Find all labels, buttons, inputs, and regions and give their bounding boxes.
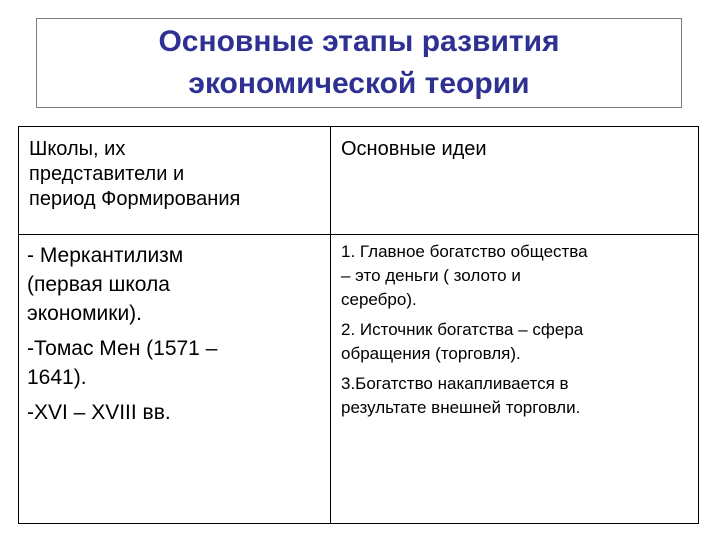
idea-line: 1. Главное богатство общества bbox=[341, 242, 588, 261]
school-line: -Томас Мен (1571 – bbox=[27, 337, 218, 360]
school-line: -XVI – XVIII вв. bbox=[27, 401, 171, 424]
header-main-ideas-line: Основные идеи bbox=[341, 138, 487, 160]
table-row bbox=[19, 235, 699, 524]
school-line: экономики). bbox=[27, 302, 143, 325]
header-main-ideas bbox=[331, 127, 699, 235]
title-line-1: Основные этапы развития bbox=[158, 25, 560, 58]
economic-theory-table bbox=[18, 126, 699, 524]
header-schools bbox=[19, 127, 331, 235]
idea-item bbox=[341, 318, 692, 366]
school-line: (первая школа bbox=[27, 273, 170, 296]
header-schools-line: Школы, их bbox=[29, 138, 126, 160]
table-header-row bbox=[19, 127, 699, 235]
idea-item bbox=[341, 372, 692, 420]
header-schools-line: представители и bbox=[29, 163, 185, 185]
school-representative bbox=[27, 334, 324, 392]
idea-line: результате внешней торговли. bbox=[341, 398, 581, 417]
ideas-cell bbox=[331, 235, 699, 524]
school-period bbox=[27, 398, 324, 427]
school-name bbox=[27, 241, 324, 328]
idea-line: 3.Богатство накапливается в bbox=[341, 374, 569, 393]
idea-line: 2. Источник богатства – сфера bbox=[341, 320, 584, 339]
school-line: - Меркантилизм bbox=[27, 244, 184, 267]
school-cell bbox=[19, 235, 331, 524]
idea-line: – это деньги ( золото и bbox=[341, 266, 521, 285]
header-schools-line: период Формирования bbox=[29, 188, 241, 210]
idea-line: серебро). bbox=[341, 290, 417, 309]
slide-title bbox=[36, 18, 682, 108]
idea-line: обращения (торговля). bbox=[341, 344, 521, 363]
school-line: 1641). bbox=[27, 366, 87, 389]
title-line-2: экономической теории bbox=[188, 67, 530, 100]
idea-item bbox=[341, 240, 692, 312]
